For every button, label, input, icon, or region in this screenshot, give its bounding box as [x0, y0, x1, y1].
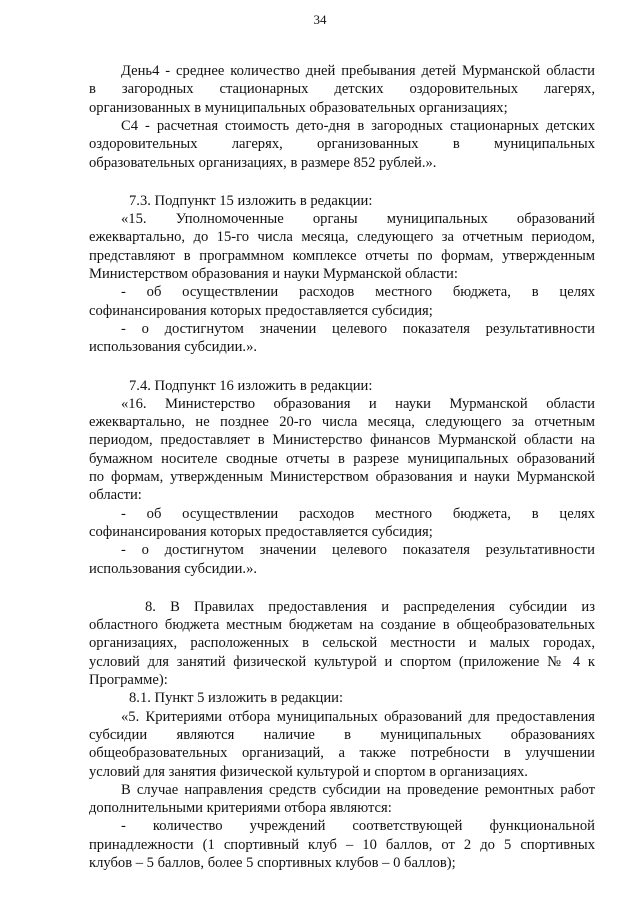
text-line: «16. Министерство образования и науки Мурманской области [121, 395, 595, 412]
text-line: - количество учреждений соответствующей функциональной [121, 818, 595, 835]
text-line: ежеквартально, до 15-го числа месяца, следующего за отчетным периодом, [89, 229, 595, 246]
text-line: Министерством образования и науки Мурманской области: [89, 266, 458, 282]
text-line: «15. Уполномоченные органы муниципальных образований [121, 211, 595, 228]
text-line: - об осуществлении расходов местного бюджета, в целях [121, 284, 595, 301]
text-line: дополнительными критериями отбора являются: [89, 800, 392, 817]
text-line: клубов – 5 баллов, более 5 спортивных клубов – 0 баллов); [89, 855, 456, 871]
text-line: по формам, утвержденным Министерством образования и науки Мурманской [89, 469, 595, 485]
text-line: области: [89, 487, 142, 504]
text-line: В случае направления средств субсидии на проведение ремонтных работ [121, 781, 595, 798]
text-line: 8. В Правилах предоставления и распределения субсидии из [145, 598, 595, 615]
text-line: «5. Критериями отбора муниципальных образований для предоставления [121, 708, 595, 725]
text-line: - о достигнутом значении целевого показателя результативности [121, 542, 595, 559]
text-line: День4 - среднее количество дней пребывания детей Мурманской области [121, 63, 595, 79]
text-line: организованных в муниципальных образовательных организациях; [89, 99, 508, 116]
text-line: 7.3. Подпункт 15 изложить в редакции: [129, 192, 373, 209]
text-line: принадлежности (1 спортивный клуб – 10 баллов, от 2 до 5 спортивных [89, 836, 595, 853]
text-line: С4 - расчетная стоимость дето-дня в загородных стационарных детских [121, 117, 595, 134]
text-line: - об осуществлении расходов местного бюджета, в целях [121, 505, 595, 522]
text-line: субсидии являются наличие в муниципальных образованиях [89, 726, 595, 743]
text-line: использования субсидии.». [89, 339, 258, 356]
text-line: - о достигнутом значении целевого показателя результативности [121, 320, 595, 337]
text-line: областного бюджета местным бюджетам на создание в общеобразовательных [89, 617, 595, 634]
text-line: условий для занятия физической культурой и спортом в организациях. [89, 763, 528, 780]
text-line: использования субсидии.». [89, 560, 258, 577]
page-number: 34 [313, 12, 327, 27]
text-line: общеобразовательных организаций, а также потребности в улучшении [89, 745, 595, 762]
text-line: условий для занятий физической культурой и спортом (приложение № 4 к [89, 653, 595, 670]
text-line: 7.4. Подпункт 16 изложить в редакции: [129, 377, 373, 394]
text-line: организациях, расположенных в сельской местности и малых городах, [89, 635, 595, 652]
text-line: представляют в программном комплексе отчеты по формам, утвержденным [89, 247, 595, 264]
text-line: Программе): [89, 672, 168, 688]
text-line: ежеквартально, не позднее 20-го числа месяца, следующего за отчетным [89, 414, 595, 431]
text-line: периодом, предоставляет в Министерство финансов Мурманской области на [89, 432, 595, 449]
text-line: оздоровительных лагерях, организованных в муниципальных [89, 136, 595, 153]
text-line: в загородных стационарных детских оздоровительных лагерях, [89, 81, 595, 98]
text-line: бумажном носителе сводные отчеты в разрезе муниципальных образований [89, 450, 595, 467]
text-line: софинансирования которых предоставляется субсидия; [89, 523, 433, 540]
text-line: софинансирования которых предоставляется субсидия; [89, 302, 433, 319]
text-line: 8.1. Пункт 5 изложить в редакции: [129, 690, 344, 707]
text-line: образовательных организациях, в размере 852 рублей.». [89, 154, 437, 171]
